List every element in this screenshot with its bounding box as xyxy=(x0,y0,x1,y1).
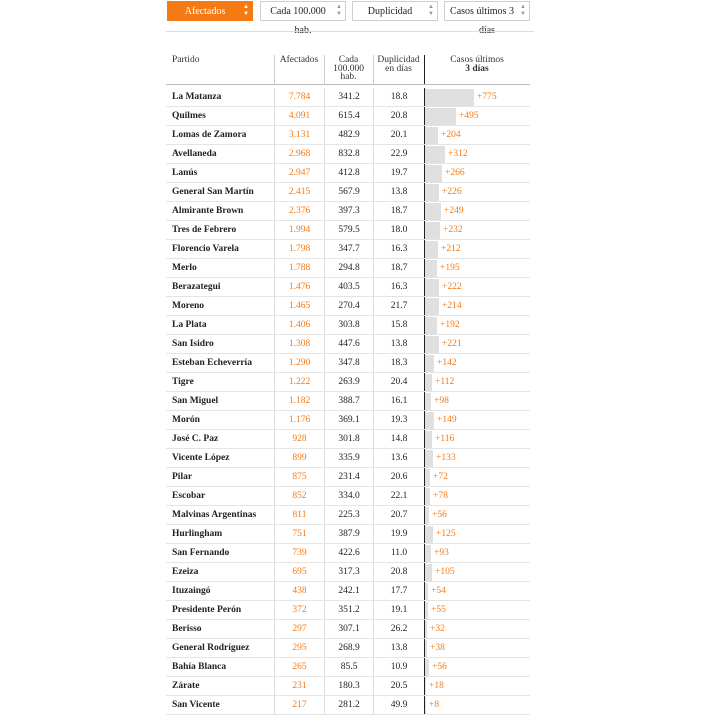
affected-value: 297 xyxy=(274,620,324,638)
recent-cases-label: +221 xyxy=(442,339,462,349)
table-row xyxy=(166,354,530,373)
municipality-name: Moreno xyxy=(172,301,205,311)
recent-cases-cell xyxy=(424,88,530,106)
recent-cases-label: +72 xyxy=(433,472,448,482)
rate-value: 334.0 xyxy=(324,487,373,505)
recent-cases-label: +192 xyxy=(440,320,460,330)
duplicate-value: 19.9 xyxy=(373,525,424,543)
duplicate-value: 18.3 xyxy=(373,354,424,372)
table-row xyxy=(166,88,530,107)
rate-value: 412.8 xyxy=(324,164,373,182)
recent-cases-cell xyxy=(424,126,530,144)
recent-cases-bar xyxy=(425,659,429,676)
duplicate-value: 13.8 xyxy=(373,639,424,657)
sort-rate-label-line2: hab. xyxy=(294,25,312,36)
rate-value: 397.3 xyxy=(324,202,373,220)
recent-cases-label: +38 xyxy=(430,643,445,653)
affected-value: 217 xyxy=(274,696,324,714)
municipality-name: Berisso xyxy=(172,624,202,634)
affected-value: 1.222 xyxy=(274,373,324,391)
affected-value: 811 xyxy=(274,506,324,524)
table-row xyxy=(166,202,530,221)
recent-cases-bar xyxy=(425,488,430,505)
recent-cases-cell xyxy=(424,525,530,543)
municipality-name: Esteban Echeverría xyxy=(172,358,252,368)
table-row xyxy=(166,278,530,297)
recent-cases-bar xyxy=(425,146,445,163)
rate-value: 303.8 xyxy=(324,316,373,334)
sort-recent-label-line2: días xyxy=(478,25,496,36)
rate-value: 403.5 xyxy=(324,278,373,296)
sort-recent-label: Casos últimos 3 xyxy=(450,6,514,17)
recent-cases-label: +204 xyxy=(441,130,461,140)
table-row xyxy=(166,297,530,316)
table-row xyxy=(166,373,530,392)
municipality-name: Presidente Perón xyxy=(172,605,242,615)
municipality-name: Ituzaingó xyxy=(172,586,211,596)
table-row xyxy=(166,126,530,145)
rate-value: 567.9 xyxy=(324,183,373,201)
recent-cases-cell xyxy=(424,297,530,315)
recent-cases-label: +56 xyxy=(432,510,447,520)
duplicate-value: 14.8 xyxy=(373,430,424,448)
table-row xyxy=(166,506,530,525)
table-row xyxy=(166,335,530,354)
recent-cases-cell xyxy=(424,202,530,220)
recent-cases-cell xyxy=(424,278,530,296)
affected-value: 231 xyxy=(274,677,324,695)
municipality-name: Ezeiza xyxy=(172,567,199,577)
recent-cases-cell xyxy=(424,183,530,201)
sort-affected-label: Afectados xyxy=(184,6,226,17)
duplicate-value: 22.9 xyxy=(373,145,424,163)
duplicate-value: 13.8 xyxy=(373,183,424,201)
recent-cases-bar xyxy=(425,412,434,429)
header-rate-line3: hab. xyxy=(340,72,357,82)
recent-cases-label: +495 xyxy=(459,111,479,121)
recent-cases-cell xyxy=(424,259,530,277)
duplicate-value: 15.8 xyxy=(373,316,424,334)
affected-value: 1.176 xyxy=(274,411,324,429)
recent-cases-label: +98 xyxy=(434,396,449,406)
data-table xyxy=(166,88,530,715)
affected-value: 928 xyxy=(274,430,324,448)
rate-value: 307.1 xyxy=(324,620,373,638)
municipality-name: Vicente López xyxy=(172,453,230,463)
recent-cases-cell xyxy=(424,392,530,410)
sort-duplicate-select[interactable] xyxy=(352,1,438,21)
affected-value: 1.182 xyxy=(274,392,324,410)
affected-value: 7.784 xyxy=(274,88,324,106)
recent-cases-cell xyxy=(424,354,530,372)
recent-cases-label: +214 xyxy=(442,301,462,311)
municipality-name: San Isidro xyxy=(172,339,214,349)
recent-cases-label: +775 xyxy=(477,92,497,102)
municipality-name: Lomas de Zamora xyxy=(172,130,247,140)
duplicate-value: 10.9 xyxy=(373,658,424,676)
sort-duplicate-label: Duplicidad xyxy=(367,6,413,17)
affected-value: 3.131 xyxy=(274,126,324,144)
recent-cases-cell xyxy=(424,658,530,676)
table-row xyxy=(166,411,530,430)
recent-cases-bar xyxy=(425,526,433,543)
recent-cases-cell xyxy=(424,468,530,486)
municipality-name: Escobar xyxy=(172,491,206,501)
rate-value: 263.9 xyxy=(324,373,373,391)
updown-arrows-icon: ▲ ▼ xyxy=(243,4,249,17)
affected-value: 1.406 xyxy=(274,316,324,334)
sort-recent-select[interactable] xyxy=(444,1,530,36)
recent-cases-bar xyxy=(425,583,428,600)
affected-value: 899 xyxy=(274,449,324,467)
recent-cases-bar xyxy=(425,507,429,524)
recent-cases-label: +249 xyxy=(444,206,464,216)
table-row xyxy=(166,677,530,696)
duplicate-value: 18.8 xyxy=(373,88,424,106)
recent-cases-cell xyxy=(424,373,530,391)
duplicate-value: 20.8 xyxy=(373,107,424,125)
header-duplicate xyxy=(373,56,424,73)
table-row xyxy=(166,259,530,278)
municipality-name: Bahía Blanca xyxy=(172,662,227,672)
recent-cases-bar xyxy=(425,241,438,258)
duplicate-value: 13.6 xyxy=(373,449,424,467)
recent-cases-label: +226 xyxy=(442,187,462,197)
duplicate-value: 17.7 xyxy=(373,582,424,600)
recent-cases-cell xyxy=(424,544,530,562)
municipality-name: General Rodríguez xyxy=(172,643,250,653)
recent-cases-cell xyxy=(424,316,530,334)
table-row xyxy=(166,620,530,639)
duplicate-value: 20.8 xyxy=(373,563,424,581)
rate-value: 388.7 xyxy=(324,392,373,410)
rate-value: 347.8 xyxy=(324,354,373,372)
recent-cases-bar xyxy=(425,298,439,315)
rate-value: 242.1 xyxy=(324,582,373,600)
rate-value: 225.3 xyxy=(324,506,373,524)
sort-rate-select[interactable] xyxy=(260,1,346,36)
header-affected: Afectados xyxy=(279,55,319,65)
rate-value: 335.9 xyxy=(324,449,373,467)
affected-value: 1.465 xyxy=(274,297,324,315)
table-row xyxy=(166,183,530,202)
recent-cases-label: +54 xyxy=(431,586,446,596)
recent-cases-bar xyxy=(425,564,432,581)
recent-cases-bar xyxy=(425,336,439,353)
header-divider xyxy=(166,84,530,85)
affected-value: 2.968 xyxy=(274,145,324,163)
municipality-name: Malvinas Argentinas xyxy=(172,510,257,520)
municipality-name: José C. Paz xyxy=(172,434,219,444)
municipality-name: Merlo xyxy=(172,263,197,273)
recent-cases-bar xyxy=(425,355,434,372)
duplicate-value: 11.0 xyxy=(373,544,424,562)
recent-cases-label: +312 xyxy=(448,149,468,159)
affected-value: 295 xyxy=(274,639,324,657)
affected-value: 1.798 xyxy=(274,240,324,258)
header-rate xyxy=(324,56,373,82)
municipality-name: La Matanza xyxy=(172,92,222,102)
municipality-name: Hurlingham xyxy=(172,529,223,539)
municipality-name: Tigre xyxy=(172,377,194,387)
header-dup-line1: Duplicidad xyxy=(377,55,420,65)
recent-cases-bar xyxy=(425,203,441,220)
recent-cases-bar xyxy=(425,621,427,638)
recent-cases-bar xyxy=(425,697,426,714)
rate-value: 85.5 xyxy=(324,658,373,676)
updown-arrows-icon: ▲ ▼ xyxy=(336,4,342,17)
recent-cases-bar xyxy=(425,602,428,619)
rate-value: 351.2 xyxy=(324,601,373,619)
rate-value: 281.2 xyxy=(324,696,373,714)
rate-value: 579.5 xyxy=(324,221,373,239)
rate-value: 317.3 xyxy=(324,563,373,581)
rate-value: 482.9 xyxy=(324,126,373,144)
table-row xyxy=(166,525,530,544)
municipality-name: Florencio Varela xyxy=(172,244,239,254)
municipality-name: Berazategui xyxy=(172,282,221,292)
table-row xyxy=(166,544,530,563)
municipality-name: Morón xyxy=(172,415,200,425)
municipality-name: Tres de Febrero xyxy=(172,225,237,235)
rate-value: 270.4 xyxy=(324,297,373,315)
affected-value: 1.308 xyxy=(274,335,324,353)
table-row xyxy=(166,221,530,240)
municipality-name: Pilar xyxy=(172,472,193,482)
recent-cases-cell xyxy=(424,240,530,258)
table-row xyxy=(166,601,530,620)
updown-arrows-icon: ▲ ▼ xyxy=(428,4,434,17)
recent-cases-cell xyxy=(424,107,530,125)
duplicate-value: 20.5 xyxy=(373,677,424,695)
municipality-name: Avellaneda xyxy=(172,149,217,159)
duplicate-value: 18.7 xyxy=(373,259,424,277)
table-row xyxy=(166,107,530,126)
recent-cases-label: +105 xyxy=(435,567,455,577)
rate-value: 347.7 xyxy=(324,240,373,258)
duplicate-value: 16.1 xyxy=(373,392,424,410)
rate-value: 447.6 xyxy=(324,335,373,353)
table-row xyxy=(166,563,530,582)
recent-cases-label: +18 xyxy=(429,681,444,691)
recent-cases-label: +55 xyxy=(431,605,446,615)
municipality-name: Zárate xyxy=(172,681,200,691)
affected-value: 2.947 xyxy=(274,164,324,182)
affected-value: 265 xyxy=(274,658,324,676)
header-rate-line1: Cada xyxy=(338,55,359,65)
affected-value: 372 xyxy=(274,601,324,619)
municipality-name: La Plata xyxy=(172,320,207,330)
municipality-name: Lanús xyxy=(172,168,198,178)
recent-cases-label: +195 xyxy=(440,263,460,273)
table-row xyxy=(166,392,530,411)
affected-value: 1.788 xyxy=(274,259,324,277)
recent-cases-label: +133 xyxy=(436,453,456,463)
recent-cases-cell xyxy=(424,487,530,505)
affected-value: 1.290 xyxy=(274,354,324,372)
duplicate-value: 19.1 xyxy=(373,601,424,619)
rate-value: 294.8 xyxy=(324,259,373,277)
header-dup-line2: en días xyxy=(385,63,412,74)
table-row xyxy=(166,145,530,164)
rate-value: 615.4 xyxy=(324,107,373,125)
affected-value: 875 xyxy=(274,468,324,486)
sort-rate-label: Cada 100.000 xyxy=(270,6,326,17)
recent-cases-label: +56 xyxy=(432,662,447,672)
municipality-name: San Vicente xyxy=(172,700,220,710)
recent-cases-cell xyxy=(424,639,530,657)
affected-value: 2.376 xyxy=(274,202,324,220)
recent-cases-cell xyxy=(424,563,530,581)
affected-value: 1.994 xyxy=(274,221,324,239)
header-recent-line2: 3 días xyxy=(465,63,489,74)
affected-value: 4.091 xyxy=(274,107,324,125)
recent-cases-cell xyxy=(424,145,530,163)
header-recent xyxy=(424,56,530,73)
duplicate-value: 20.1 xyxy=(373,126,424,144)
recent-cases-cell xyxy=(424,620,530,638)
recent-cases-cell xyxy=(424,164,530,182)
municipality-name: Quilmes xyxy=(172,111,206,121)
municipality-name: San Fernando xyxy=(172,548,230,558)
recent-cases-label: +142 xyxy=(437,358,457,368)
recent-cases-bar xyxy=(425,469,430,486)
table-row xyxy=(166,316,530,335)
recent-cases-label: +32 xyxy=(430,624,445,634)
recent-cases-label: +149 xyxy=(437,415,457,425)
duplicate-value: 49.9 xyxy=(373,696,424,714)
sort-affected-select[interactable] xyxy=(167,1,253,21)
rate-value: 341.2 xyxy=(324,88,373,106)
rate-value: 387.9 xyxy=(324,525,373,543)
rate-value: 301.8 xyxy=(324,430,373,448)
updown-arrows-icon: ▲ ▼ xyxy=(520,4,526,17)
rate-value: 832.8 xyxy=(324,145,373,163)
recent-cases-bar xyxy=(425,317,437,334)
recent-cases-bar xyxy=(425,108,456,125)
duplicate-value: 22.1 xyxy=(373,487,424,505)
duplicate-value: 18.7 xyxy=(373,202,424,220)
header-recent-line1: Casos últimos xyxy=(450,55,504,65)
recent-cases-label: +125 xyxy=(436,529,456,539)
recent-cases-cell xyxy=(424,449,530,467)
recent-cases-cell xyxy=(424,335,530,353)
recent-cases-label: +266 xyxy=(445,168,465,178)
duplicate-value: 26.2 xyxy=(373,620,424,638)
rate-value: 422.6 xyxy=(324,544,373,562)
recent-cases-bar xyxy=(425,222,440,239)
affected-value: 1.476 xyxy=(274,278,324,296)
affected-value: 695 xyxy=(274,563,324,581)
duplicate-value: 20.4 xyxy=(373,373,424,391)
recent-cases-cell xyxy=(424,696,530,714)
recent-cases-label: +112 xyxy=(435,377,455,387)
affected-value: 438 xyxy=(274,582,324,600)
duplicate-value: 13.8 xyxy=(373,335,424,353)
table-row xyxy=(166,582,530,601)
recent-cases-bar xyxy=(425,260,437,277)
recent-cases-bar xyxy=(425,374,432,391)
recent-cases-bar xyxy=(425,279,439,296)
municipality-name: San Miguel xyxy=(172,396,219,406)
rate-value: 369.1 xyxy=(324,411,373,429)
recent-cases-bar xyxy=(425,450,433,467)
duplicate-value: 16.3 xyxy=(373,240,424,258)
rate-value: 180.3 xyxy=(324,677,373,695)
recent-cases-cell xyxy=(424,430,530,448)
rate-value: 268.9 xyxy=(324,639,373,657)
table-row xyxy=(166,164,530,183)
recent-cases-bar xyxy=(425,89,474,106)
affected-value: 2.415 xyxy=(274,183,324,201)
table-row xyxy=(166,430,530,449)
recent-cases-bar xyxy=(425,184,439,201)
rate-value: 231.4 xyxy=(324,468,373,486)
recent-cases-cell xyxy=(424,601,530,619)
recent-cases-bar xyxy=(425,678,426,695)
table-row xyxy=(166,639,530,658)
duplicate-value: 20.7 xyxy=(373,506,424,524)
duplicate-value: 18.0 xyxy=(373,221,424,239)
divider xyxy=(166,31,534,32)
table-row xyxy=(166,449,530,468)
municipality-name: Almirante Brown xyxy=(172,206,244,216)
recent-cases-cell xyxy=(424,221,530,239)
duplicate-value: 20.6 xyxy=(373,468,424,486)
recent-cases-cell xyxy=(424,677,530,695)
table-row xyxy=(166,696,530,715)
recent-cases-bar xyxy=(425,545,431,562)
recent-cases-label: +8 xyxy=(429,700,440,710)
duplicate-value: 21.7 xyxy=(373,297,424,315)
recent-cases-cell xyxy=(424,411,530,429)
recent-cases-label: +232 xyxy=(443,225,463,235)
recent-cases-label: +78 xyxy=(433,491,448,501)
municipality-name: General San Martín xyxy=(172,187,254,197)
sort-controls xyxy=(0,0,702,40)
recent-cases-cell xyxy=(424,506,530,524)
duplicate-value: 19.3 xyxy=(373,411,424,429)
recent-cases-cell xyxy=(424,582,530,600)
recent-cases-label: +212 xyxy=(441,244,461,254)
recent-cases-bar xyxy=(425,640,427,657)
recent-cases-bar xyxy=(425,127,438,144)
recent-cases-label: +222 xyxy=(442,282,462,292)
recent-cases-label: +93 xyxy=(434,548,449,558)
table-row xyxy=(166,240,530,259)
recent-cases-bar xyxy=(425,165,442,182)
recent-cases-label: +116 xyxy=(435,434,455,444)
duplicate-value: 16.3 xyxy=(373,278,424,296)
recent-cases-bar xyxy=(425,393,431,410)
header-party: Partido xyxy=(172,55,200,65)
table-row xyxy=(166,468,530,487)
affected-value: 751 xyxy=(274,525,324,543)
affected-value: 739 xyxy=(274,544,324,562)
header-rate-line2: 100.000 xyxy=(333,63,364,74)
table-row xyxy=(166,487,530,506)
table-row xyxy=(166,658,530,677)
recent-cases-bar xyxy=(425,431,432,448)
duplicate-value: 19.7 xyxy=(373,164,424,182)
affected-value: 852 xyxy=(274,487,324,505)
